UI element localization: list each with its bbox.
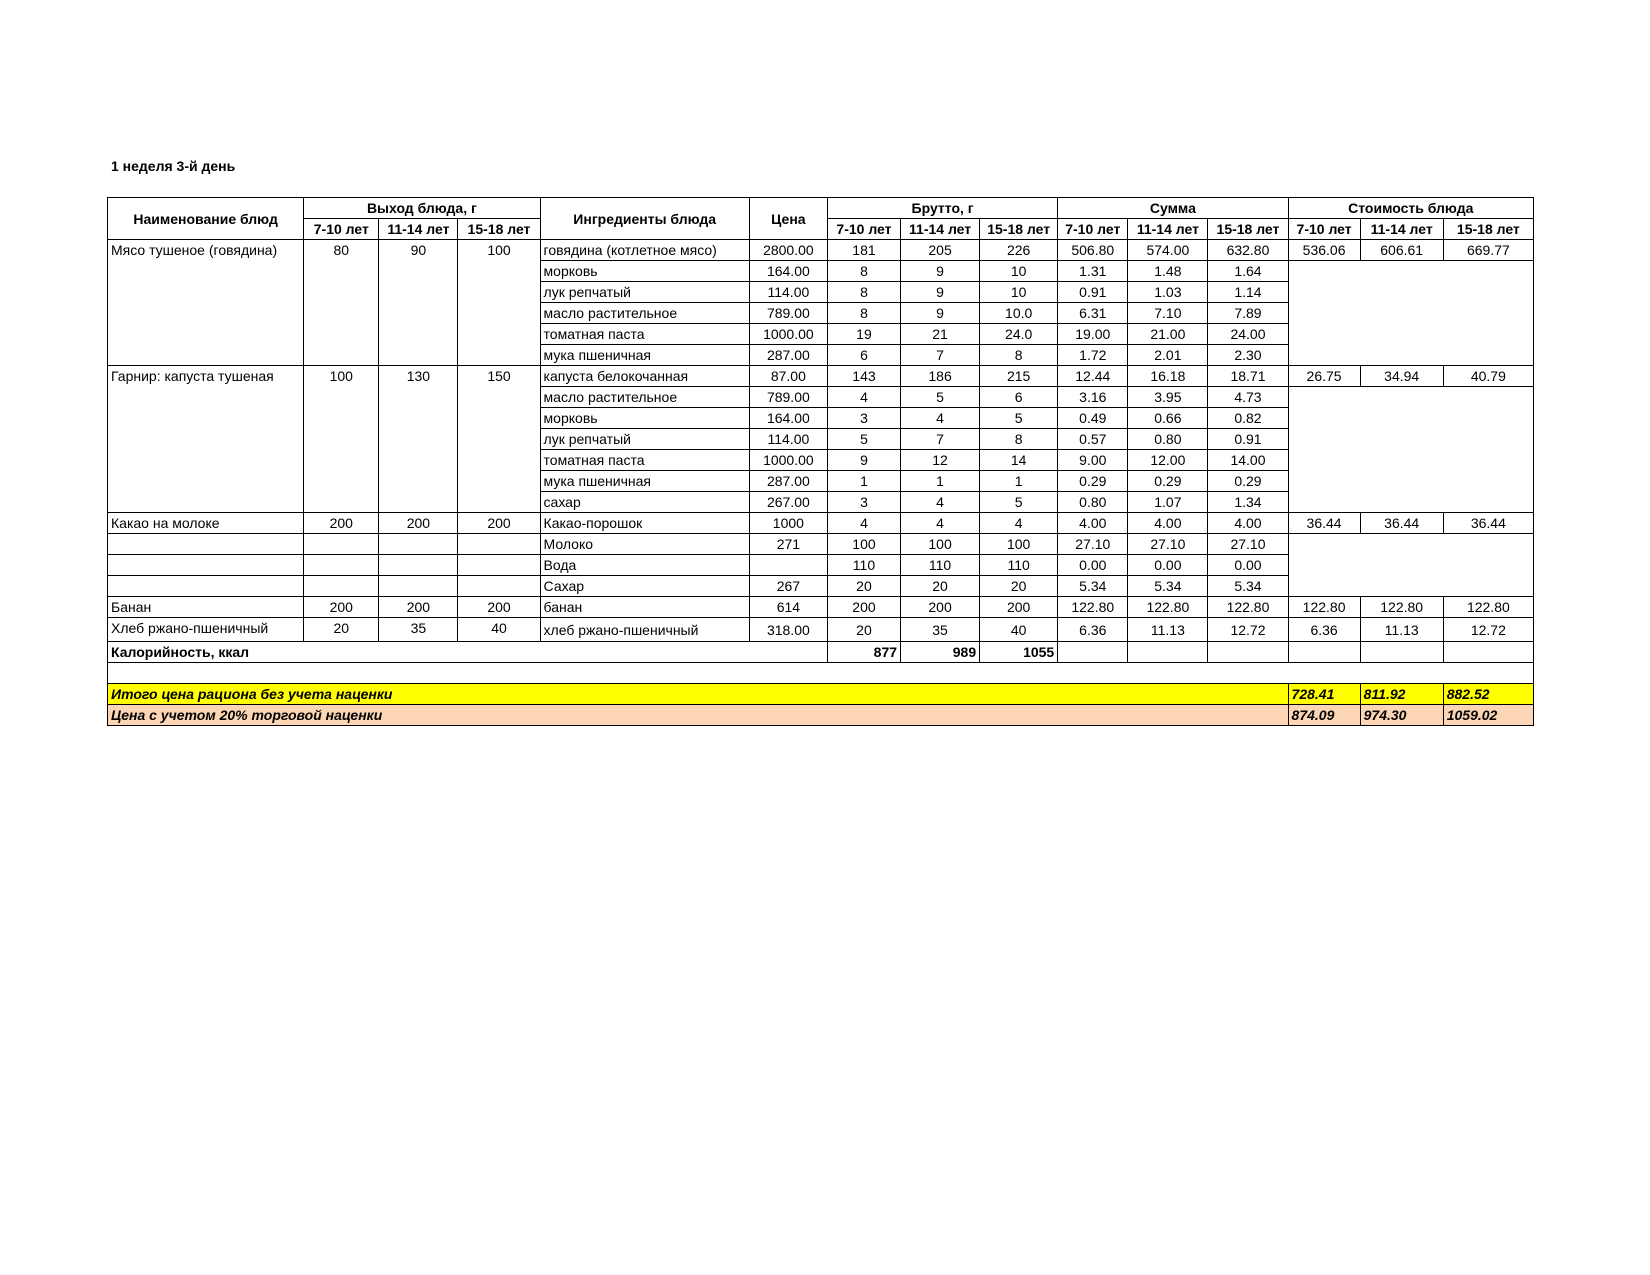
empty-cell bbox=[1288, 642, 1360, 663]
ingredient-price: 164.00 bbox=[749, 408, 827, 429]
empty-cell bbox=[304, 576, 379, 597]
calories-label: Калорийность, ккал bbox=[108, 642, 828, 663]
ingredient-sum: 0.00 bbox=[1208, 555, 1288, 576]
ingredient-name: сахар bbox=[540, 492, 749, 513]
ingredient-brutto: 6 bbox=[827, 345, 900, 366]
ingredient-price: 789.00 bbox=[749, 387, 827, 408]
total-no-markup-row bbox=[108, 684, 1534, 705]
dish-cost: 536.06 bbox=[1288, 240, 1360, 261]
ingredient-sum: 0.29 bbox=[1058, 471, 1128, 492]
empty-cell bbox=[1128, 642, 1208, 663]
dish-cost: 12.72 bbox=[1443, 618, 1533, 642]
ingredient-sum: 7.10 bbox=[1128, 303, 1208, 324]
ingredient-name: лук репчатый bbox=[540, 429, 749, 450]
ingredient-sum: 4.73 bbox=[1208, 387, 1288, 408]
total-no-markup-label: Итого цена рациона без учета наценки bbox=[108, 684, 1289, 705]
dish-output: 200 bbox=[379, 597, 458, 618]
menu-table bbox=[107, 197, 1534, 726]
ingredient-price bbox=[749, 555, 827, 576]
ingredient-sum: 12.00 bbox=[1128, 450, 1208, 471]
empty-cell bbox=[458, 555, 540, 576]
ingredient-brutto: 20 bbox=[827, 618, 900, 642]
ingredient-sum: 0.91 bbox=[1208, 429, 1288, 450]
ingredient-sum: 506.80 bbox=[1058, 240, 1128, 261]
dish-name: Гарнир: капуста тушеная bbox=[108, 366, 304, 513]
ingredient-price: 164.00 bbox=[749, 261, 827, 282]
ingredient-name: томатная паста bbox=[540, 324, 749, 345]
ingredient-price: 87.00 bbox=[749, 366, 827, 387]
ingredient-sum: 6.36 bbox=[1058, 618, 1128, 642]
dish-cost: 6.36 bbox=[1288, 618, 1360, 642]
ingredient-sum: 3.95 bbox=[1128, 387, 1208, 408]
empty-cell bbox=[1288, 534, 1533, 597]
table-row bbox=[108, 513, 1534, 534]
ingredient-brutto: 8 bbox=[827, 261, 900, 282]
ingredient-brutto: 100 bbox=[980, 534, 1058, 555]
ingredient-brutto: 20 bbox=[980, 576, 1058, 597]
ingredient-brutto: 110 bbox=[827, 555, 900, 576]
header-output: Выход блюда, г bbox=[304, 198, 540, 219]
ingredient-sum: 0.80 bbox=[1058, 492, 1128, 513]
dish-output: 35 bbox=[379, 618, 458, 642]
dish-cost: 122.80 bbox=[1443, 597, 1533, 618]
header-ingredients: Ингредиенты блюда bbox=[540, 198, 749, 240]
header-age: 11-14 лет bbox=[901, 219, 980, 240]
ingredient-brutto: 4 bbox=[901, 513, 980, 534]
ingredient-price: 114.00 bbox=[749, 429, 827, 450]
dish-cost: 40.79 bbox=[1443, 366, 1533, 387]
dish-cost: 36.44 bbox=[1443, 513, 1533, 534]
dish-cost: 26.75 bbox=[1288, 366, 1360, 387]
ingredient-brutto: 14 bbox=[980, 450, 1058, 471]
page-title: 1 неделя 3-й день bbox=[111, 158, 236, 174]
total-with-markup-row bbox=[108, 705, 1534, 726]
dish-output: 200 bbox=[379, 513, 458, 534]
ingredient-sum: 9.00 bbox=[1058, 450, 1128, 471]
ingredient-sum: 1.31 bbox=[1058, 261, 1128, 282]
ingredient-brutto: 19 bbox=[827, 324, 900, 345]
header-dish: Наименование блюд bbox=[108, 198, 304, 240]
ingredient-sum: 27.10 bbox=[1058, 534, 1128, 555]
table-row bbox=[108, 366, 1534, 387]
ingredient-sum: 0.49 bbox=[1058, 408, 1128, 429]
ingredient-sum: 1.03 bbox=[1128, 282, 1208, 303]
calories-value: 877 bbox=[827, 642, 900, 663]
table-footer bbox=[108, 642, 1534, 726]
ingredient-sum: 122.80 bbox=[1208, 597, 1288, 618]
empty-cell bbox=[1288, 387, 1533, 513]
dish-output: 200 bbox=[304, 597, 379, 618]
header-cost: Стоимость блюда bbox=[1288, 198, 1533, 219]
ingredient-brutto: 21 bbox=[901, 324, 980, 345]
ingredient-brutto: 9 bbox=[901, 303, 980, 324]
ingredient-sum: 0.57 bbox=[1058, 429, 1128, 450]
empty-cell bbox=[108, 576, 304, 597]
total-with-markup-value: 874.09 bbox=[1288, 705, 1360, 726]
dish-cost: 606.61 bbox=[1360, 240, 1443, 261]
dish-output: 100 bbox=[304, 366, 379, 513]
ingredient-brutto: 4 bbox=[827, 387, 900, 408]
table-body bbox=[108, 240, 1534, 642]
ingredient-sum: 27.10 bbox=[1208, 534, 1288, 555]
ingredient-price: 114.00 bbox=[749, 282, 827, 303]
ingredient-sum: 632.80 bbox=[1208, 240, 1288, 261]
dish-output: 200 bbox=[458, 597, 540, 618]
ingredient-brutto: 3 bbox=[827, 408, 900, 429]
ingredient-brutto: 215 bbox=[980, 366, 1058, 387]
ingredient-name: Сахар bbox=[540, 576, 749, 597]
dish-output: 150 bbox=[458, 366, 540, 513]
total-with-markup-value: 1059.02 bbox=[1443, 705, 1533, 726]
ingredient-sum: 0.29 bbox=[1128, 471, 1208, 492]
dish-name: Какао на молоке bbox=[108, 513, 304, 534]
dish-output: 200 bbox=[458, 513, 540, 534]
dish-cost: 36.44 bbox=[1288, 513, 1360, 534]
ingredient-brutto: 8 bbox=[980, 429, 1058, 450]
ingredient-sum: 27.10 bbox=[1128, 534, 1208, 555]
total-no-markup-value: 811.92 bbox=[1360, 684, 1443, 705]
ingredient-brutto: 1 bbox=[980, 471, 1058, 492]
calories-value: 989 bbox=[901, 642, 980, 663]
total-no-markup-value: 882.52 bbox=[1443, 684, 1533, 705]
dish-cost: 122.80 bbox=[1288, 597, 1360, 618]
table-row bbox=[108, 597, 1534, 618]
dish-cost: 122.80 bbox=[1360, 597, 1443, 618]
ingredient-brutto: 10 bbox=[980, 282, 1058, 303]
ingredient-brutto: 100 bbox=[827, 534, 900, 555]
ingredient-name: масло растительное bbox=[540, 303, 749, 324]
empty-cell bbox=[379, 555, 458, 576]
ingredient-brutto: 5 bbox=[980, 408, 1058, 429]
ingredient-brutto: 186 bbox=[901, 366, 980, 387]
ingredient-sum: 0.66 bbox=[1128, 408, 1208, 429]
dish-output: 90 bbox=[379, 240, 458, 366]
ingredient-sum: 12.44 bbox=[1058, 366, 1128, 387]
ingredient-price: 789.00 bbox=[749, 303, 827, 324]
ingredient-sum: 3.16 bbox=[1058, 387, 1128, 408]
header-age: 15-18 лет bbox=[1443, 219, 1533, 240]
total-no-markup-value: 728.41 bbox=[1288, 684, 1360, 705]
ingredient-sum: 18.71 bbox=[1208, 366, 1288, 387]
ingredient-brutto: 24.0 bbox=[980, 324, 1058, 345]
ingredient-name: морковь bbox=[540, 408, 749, 429]
dish-cost: 34.94 bbox=[1360, 366, 1443, 387]
ingredient-brutto: 20 bbox=[901, 576, 980, 597]
ingredient-sum: 1.48 bbox=[1128, 261, 1208, 282]
header-brutto: Брутто, г bbox=[827, 198, 1057, 219]
ingredient-sum: 1.34 bbox=[1208, 492, 1288, 513]
ingredient-brutto: 5 bbox=[901, 387, 980, 408]
header-age: 15-18 лет bbox=[980, 219, 1058, 240]
ingredient-price: 267 bbox=[749, 576, 827, 597]
empty-cell bbox=[304, 534, 379, 555]
ingredient-price: 1000.00 bbox=[749, 324, 827, 345]
ingredient-brutto: 8 bbox=[980, 345, 1058, 366]
ingredient-name: лук репчатый bbox=[540, 282, 749, 303]
dish-name: Банан bbox=[108, 597, 304, 618]
ingredient-brutto: 6 bbox=[980, 387, 1058, 408]
ingredient-sum: 5.34 bbox=[1058, 576, 1128, 597]
ingredient-sum: 21.00 bbox=[1128, 324, 1208, 345]
empty-cell bbox=[1288, 261, 1533, 366]
ingredient-brutto: 100 bbox=[901, 534, 980, 555]
dish-output: 40 bbox=[458, 618, 540, 642]
ingredient-brutto: 35 bbox=[901, 618, 980, 642]
ingredient-sum: 574.00 bbox=[1128, 240, 1208, 261]
ingredient-sum: 5.34 bbox=[1208, 576, 1288, 597]
empty-cell bbox=[108, 534, 304, 555]
ingredient-sum: 14.00 bbox=[1208, 450, 1288, 471]
calories-value: 1055 bbox=[980, 642, 1058, 663]
ingredient-sum: 1.72 bbox=[1058, 345, 1128, 366]
empty-cell bbox=[458, 576, 540, 597]
ingredient-sum: 0.91 bbox=[1058, 282, 1128, 303]
ingredient-sum: 4.00 bbox=[1128, 513, 1208, 534]
ingredient-name: капуста белокочанная bbox=[540, 366, 749, 387]
empty-cell bbox=[304, 555, 379, 576]
ingredient-sum: 12.72 bbox=[1208, 618, 1288, 642]
table-header bbox=[108, 198, 1534, 240]
dish-cost: 36.44 bbox=[1360, 513, 1443, 534]
header-age: 7-10 лет bbox=[1288, 219, 1360, 240]
ingredient-brutto: 8 bbox=[827, 282, 900, 303]
header-age: 11-14 лет bbox=[1128, 219, 1208, 240]
ingredient-brutto: 40 bbox=[980, 618, 1058, 642]
ingredient-price: 318.00 bbox=[749, 618, 827, 642]
ingredient-price: 287.00 bbox=[749, 471, 827, 492]
empty-cell bbox=[1443, 642, 1533, 663]
ingredient-brutto: 200 bbox=[827, 597, 900, 618]
total-with-markup-label: Цена с учетом 20% торговой наценки bbox=[108, 705, 1289, 726]
spacer-row bbox=[108, 663, 1534, 684]
ingredient-brutto: 3 bbox=[827, 492, 900, 513]
ingredient-sum: 7.89 bbox=[1208, 303, 1288, 324]
ingredient-brutto: 4 bbox=[901, 492, 980, 513]
ingredient-brutto: 200 bbox=[980, 597, 1058, 618]
empty-cell bbox=[458, 534, 540, 555]
ingredient-name: томатная паста bbox=[540, 450, 749, 471]
ingredient-brutto: 110 bbox=[980, 555, 1058, 576]
ingredient-sum: 122.80 bbox=[1058, 597, 1128, 618]
ingredient-sum: 16.18 bbox=[1128, 366, 1208, 387]
ingredient-sum: 6.31 bbox=[1058, 303, 1128, 324]
ingredient-price: 1000 bbox=[749, 513, 827, 534]
empty-cell bbox=[1208, 642, 1288, 663]
ingredient-price: 271 bbox=[749, 534, 827, 555]
ingredient-sum: 0.82 bbox=[1208, 408, 1288, 429]
ingredient-price: 614 bbox=[749, 597, 827, 618]
ingredient-name: масло растительное bbox=[540, 387, 749, 408]
ingredient-price: 1000.00 bbox=[749, 450, 827, 471]
dish-cost: 669.77 bbox=[1443, 240, 1533, 261]
ingredient-name: мука пшеничная bbox=[540, 471, 749, 492]
empty-cell bbox=[108, 663, 1534, 684]
ingredient-name: Вода bbox=[540, 555, 749, 576]
ingredient-brutto: 200 bbox=[901, 597, 980, 618]
ingredient-brutto: 20 bbox=[827, 576, 900, 597]
ingredient-brutto: 1 bbox=[901, 471, 980, 492]
ingredient-brutto: 7 bbox=[901, 429, 980, 450]
ingredient-sum: 5.34 bbox=[1128, 576, 1208, 597]
ingredient-sum: 4.00 bbox=[1208, 513, 1288, 534]
table-row bbox=[108, 240, 1534, 261]
ingredient-brutto: 9 bbox=[827, 450, 900, 471]
empty-cell bbox=[379, 576, 458, 597]
dish-output: 130 bbox=[379, 366, 458, 513]
ingredient-sum: 11.13 bbox=[1128, 618, 1208, 642]
ingredient-brutto: 4 bbox=[901, 408, 980, 429]
ingredient-brutto: 9 bbox=[901, 282, 980, 303]
ingredient-name: Какао-порошок bbox=[540, 513, 749, 534]
ingredient-sum: 2.01 bbox=[1128, 345, 1208, 366]
table-row bbox=[108, 534, 1534, 555]
ingredient-brutto: 9 bbox=[901, 261, 980, 282]
header-age: 15-18 лет bbox=[1208, 219, 1288, 240]
ingredient-sum: 0.00 bbox=[1128, 555, 1208, 576]
ingredient-brutto: 4 bbox=[827, 513, 900, 534]
dish-name: Мясо тушеное (говядина) bbox=[108, 240, 304, 366]
ingredient-sum: 122.80 bbox=[1128, 597, 1208, 618]
ingredient-price: 287.00 bbox=[749, 345, 827, 366]
ingredient-sum: 0.00 bbox=[1058, 555, 1128, 576]
ingredient-brutto: 12 bbox=[901, 450, 980, 471]
ingredient-brutto: 1 bbox=[827, 471, 900, 492]
dish-output: 80 bbox=[304, 240, 379, 366]
ingredient-brutto: 5 bbox=[827, 429, 900, 450]
ingredient-brutto: 205 bbox=[901, 240, 980, 261]
ingredient-brutto: 8 bbox=[827, 303, 900, 324]
ingredient-brutto: 226 bbox=[980, 240, 1058, 261]
ingredient-name: мука пшеничная bbox=[540, 345, 749, 366]
ingredient-name: Молоко bbox=[540, 534, 749, 555]
header-age: 7-10 лет bbox=[304, 219, 379, 240]
empty-cell bbox=[1360, 642, 1443, 663]
ingredient-brutto: 7 bbox=[901, 345, 980, 366]
table-row bbox=[108, 618, 1534, 642]
dish-output: 20 bbox=[304, 618, 379, 642]
header-age: 11-14 лет bbox=[1360, 219, 1443, 240]
ingredient-name: говядина (котлетное мясо) bbox=[540, 240, 749, 261]
dish-output: 100 bbox=[458, 240, 540, 366]
ingredient-sum: 1.14 bbox=[1208, 282, 1288, 303]
ingredient-brutto: 10 bbox=[980, 261, 1058, 282]
ingredient-sum: 0.80 bbox=[1128, 429, 1208, 450]
total-with-markup-value: 974.30 bbox=[1360, 705, 1443, 726]
ingredient-brutto: 4 bbox=[980, 513, 1058, 534]
ingredient-brutto: 143 bbox=[827, 366, 900, 387]
header-age: 15-18 лет bbox=[458, 219, 540, 240]
ingredient-price: 267.00 bbox=[749, 492, 827, 513]
ingredient-name: банан bbox=[540, 597, 749, 618]
ingredient-sum: 1.64 bbox=[1208, 261, 1288, 282]
ingredient-sum: 4.00 bbox=[1058, 513, 1128, 534]
header-sum: Сумма bbox=[1058, 198, 1288, 219]
header-age: 7-10 лет bbox=[827, 219, 900, 240]
empty-cell bbox=[1058, 642, 1128, 663]
ingredient-sum: 2.30 bbox=[1208, 345, 1288, 366]
header-age: 11-14 лет bbox=[379, 219, 458, 240]
dish-cost: 11.13 bbox=[1360, 618, 1443, 642]
header-age: 7-10 лет bbox=[1058, 219, 1128, 240]
header-price: Цена bbox=[749, 198, 827, 240]
dish-output: 200 bbox=[304, 513, 379, 534]
ingredient-name: хлеб ржано-пшеничный bbox=[540, 618, 749, 642]
ingredient-sum: 24.00 bbox=[1208, 324, 1288, 345]
ingredient-sum: 0.29 bbox=[1208, 471, 1288, 492]
calories-row bbox=[108, 642, 1534, 663]
dish-name: Хлеб ржано-пшеничный bbox=[108, 618, 304, 642]
ingredient-sum: 19.00 bbox=[1058, 324, 1128, 345]
ingredient-brutto: 181 bbox=[827, 240, 900, 261]
ingredient-price: 2800.00 bbox=[749, 240, 827, 261]
empty-cell bbox=[108, 555, 304, 576]
ingredient-brutto: 5 bbox=[980, 492, 1058, 513]
ingredient-sum: 1.07 bbox=[1128, 492, 1208, 513]
ingredient-name: морковь bbox=[540, 261, 749, 282]
ingredient-brutto: 10.0 bbox=[980, 303, 1058, 324]
empty-cell bbox=[379, 534, 458, 555]
ingredient-brutto: 110 bbox=[901, 555, 980, 576]
